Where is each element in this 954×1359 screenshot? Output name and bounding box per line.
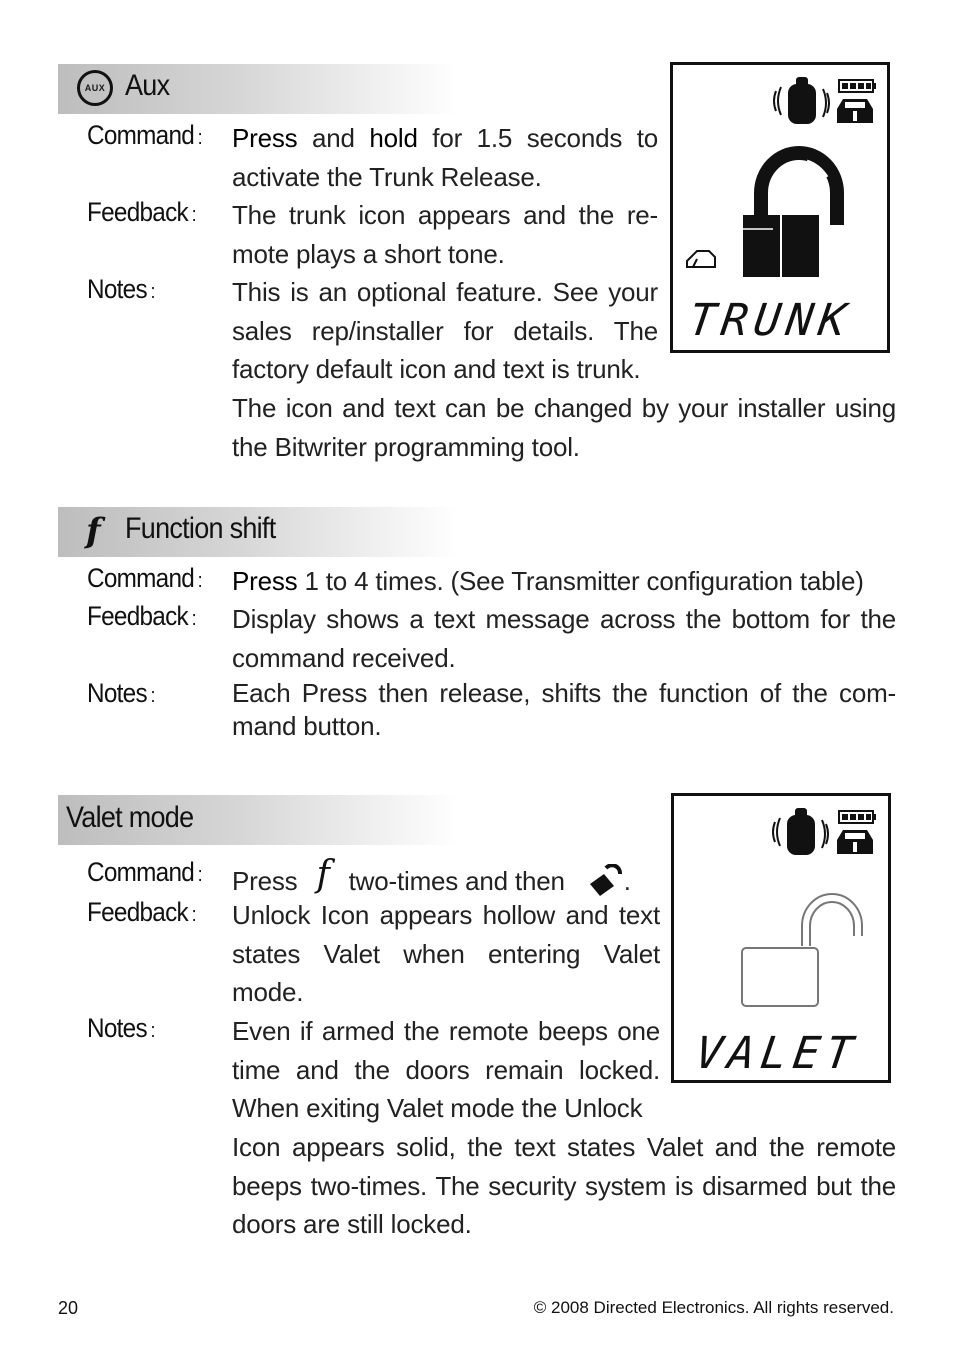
function-f-glyph: f [86,511,101,551]
hold-word: hold [369,123,418,153]
colon: : [197,864,202,886]
press-word: Press [232,123,298,153]
function-command-rest: 1 to 4 times. (See Transmitter configuration table) [304,566,864,596]
colon: : [191,608,196,630]
function-f-glyph: f [316,854,330,895]
function-command-label [87,563,202,594]
valet-lcd-graphic [674,796,888,1080]
valet-command-text [232,856,672,901]
function-f-icon [86,511,101,551]
aux-section-header [58,64,458,114]
colon: : [150,1020,155,1042]
valet-notes-label [87,1013,155,1044]
function-feedback-text: Display shows a text message across the bottom for the command received. [232,604,896,673]
valet-lcd-text: VALET [692,1028,862,1079]
colon: : [150,281,155,303]
car-icon [837,99,873,123]
colon: : [191,904,196,926]
command-label-text: Command [87,563,195,593]
car-icon [837,830,873,854]
feedback-label-text: Feedback [87,197,188,227]
battery-icon [839,811,876,823]
padlock-open-icon [742,898,858,1006]
colon: : [150,685,155,707]
notes-label-text: Notes [87,1013,147,1043]
aux-badge-text: AUX [84,83,106,93]
aux-notes-label [87,274,155,305]
valet-feedback-label [87,897,196,928]
colon: : [191,204,196,226]
valet-notes-text-2: Icon appears solid, the text states Valet and the remote beeps two-times. The security system is disarmed but the doors are still locked. [232,1132,896,1240]
valet-command-press: Press [232,866,298,896]
feedback-label-text: Feedback [87,897,188,927]
function-f-icon [317,856,330,895]
valet-command-mid: two-times and then [348,866,565,896]
aux-command-label [87,120,202,151]
copyright-notice: © 2008 Directed Electronics. All rights reserved. [533,1298,894,1317]
notes-label-text: Notes [87,274,147,304]
notes-label-text: Notes [87,678,147,708]
trunk-lcd-display [670,62,890,353]
aux-section-title: Aux [125,69,170,102]
aux-command-text [232,119,658,196]
valet-command-label [87,857,202,888]
remote-signal-icon [774,78,829,123]
valet-section-title: Valet mode [66,801,194,834]
function-shift-section-title: Function shift [125,512,276,545]
trunk-lcd-graphic [673,65,887,350]
trunk-release-icon [687,251,715,267]
aux-feedback-label [87,197,196,228]
command-label-text: Command [87,120,195,150]
function-notes-text: Each Press then release, shifts the function of the com-mand button. [232,678,896,741]
feedback-label-text: Feedback [87,601,188,631]
aux-notes-text-2: The icon and text can be changed by your installer using the Bitwriter programming tool. [232,393,896,462]
page-number: 20 [58,1298,79,1318]
press-word: Press [232,566,298,596]
aux-badge-icon [77,70,113,106]
and-word: and [312,123,355,153]
valet-lcd-display [671,793,891,1083]
valet-command-end: . [623,866,631,896]
valet-feedback-text: Unlock Icon appears hollow and text states Valet when entering Valet mode. [232,900,660,1008]
unlock-icon [584,864,624,896]
padlock-locked-icon [743,153,837,277]
function-command-text [232,562,896,601]
battery-icon [839,80,876,92]
aux-feedback-text: The trunk icon appears and the re-mote plays a short tone. [232,200,658,269]
remote-signal-icon [773,809,828,854]
colon: : [197,570,202,592]
valet-notes-text-1: Even if armed the remote beeps one time and the doors remain locked. When exiting Valet mode the Unlock [232,1016,660,1124]
aux-command-rest: for 1.5 seconds to activate the Trunk Release. [232,123,658,192]
command-label-text: Command [87,857,195,887]
colon: : [197,127,202,149]
function-feedback-label [87,601,196,632]
aux-notes-text-1: This is an optional feature. See your sales rep/installer for details. The factory default icon and text is trunk. [232,277,658,385]
trunk-lcd-text: TRUNK [685,295,856,346]
function-notes-label [87,678,155,709]
